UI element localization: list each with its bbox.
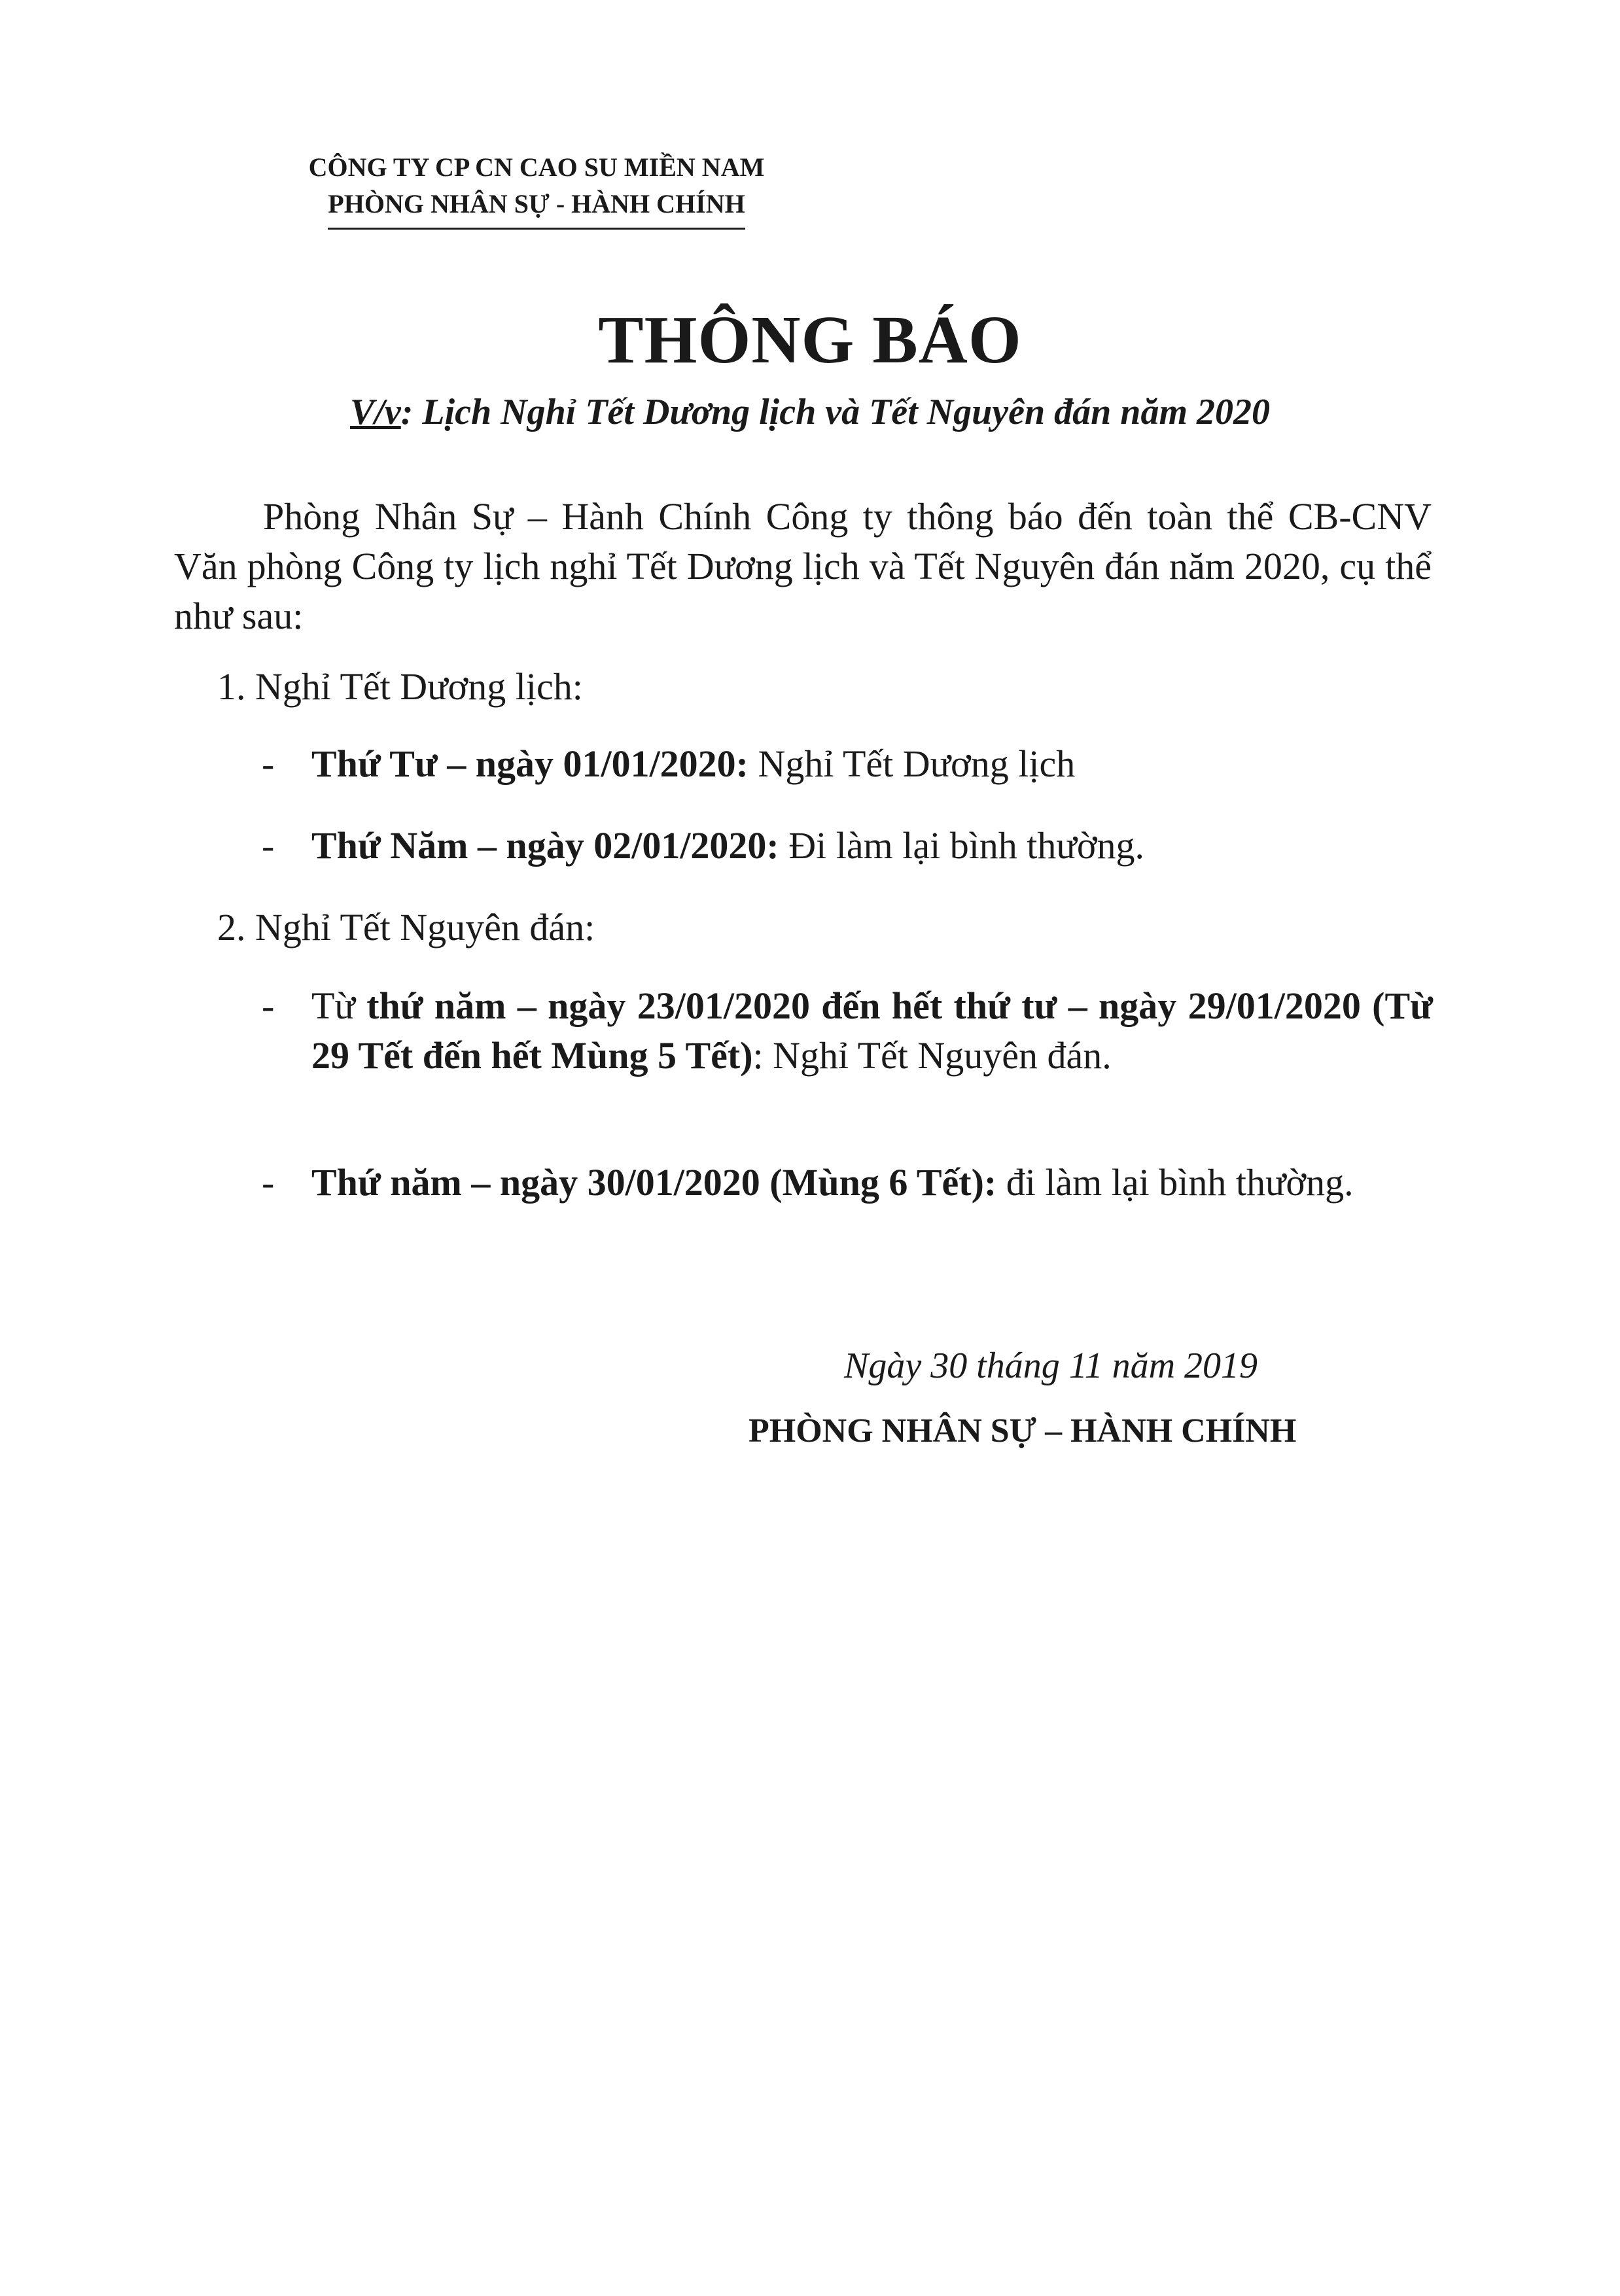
list-item-text (311, 821, 1433, 871)
list-item-normal: : Nghỉ Tết Nguyên đán. (752, 1034, 1112, 1077)
list-item-text (311, 739, 1433, 789)
intro-paragraph: Phòng Nhân Sự – Hành Chính Công ty thông báo đến toàn thể CB-CNV Văn phòng Công ty lịch nghỉ Tết Dương lịch và Tết Nguyên đán năm 2020, cụ thể như sau: (174, 495, 1432, 637)
company-name: CÔNG TY CP CN CAO SU MIỀN NAM (308, 152, 765, 182)
list-dash: - (262, 984, 275, 1027)
signature-department: PHÒNG NHÂN SỰ – HÀNH CHÍNH (748, 1412, 1297, 1450)
list-item-bold: thứ năm – ngày 23/01/2020 đến hết thứ tư – ngày 29/01/2020 (Từ 29 Tết đến hết Mùng 5 Tết) (311, 984, 1433, 1077)
subject-separator: : (400, 392, 414, 432)
list-item-normal: đi làm lại bình thường. (996, 1161, 1354, 1204)
subject-prefix: V/v (349, 392, 401, 432)
list-dash: - (262, 824, 275, 867)
list-item-bold: Thứ Năm – ngày 02/01/2020: (311, 824, 779, 867)
list-item-pre: Từ (311, 984, 367, 1027)
list-dash: - (262, 1161, 275, 1204)
subject-text: Lịch Nghỉ Tết Dương lịch và Tết Nguyên đán năm 2020 (413, 392, 1271, 432)
list-item (262, 821, 1433, 871)
list-item (262, 981, 1433, 1081)
list-item-bold: Thứ năm – ngày 30/01/2020 (Mùng 6 Tết): (311, 1161, 997, 1204)
department-name: PHÒNG NHÂN SỰ - HÀNH CHÍNH (328, 186, 745, 230)
list-item-normal: Đi làm lại bình thường. (779, 824, 1145, 867)
list-item-text (311, 1158, 1433, 1208)
document-title: THÔNG BÁO (598, 302, 1022, 377)
list-item-normal: Nghỉ Tết Dương lịch (748, 742, 1076, 785)
list-item (262, 1158, 1433, 1208)
list-item-text (311, 981, 1433, 1081)
section-heading-1: 1. Nghỉ Tết Dương lịch: (217, 665, 583, 708)
list-item (262, 739, 1433, 789)
list-item-bold: Thứ Tư – ngày 01/01/2020: (311, 742, 748, 785)
signature-date: Ngày 30 tháng 11 năm 2019 (844, 1346, 1258, 1386)
section-heading-2: 2. Nghỉ Tết Nguyên đán: (217, 906, 595, 948)
document-subject (0, 386, 1620, 438)
organization-header (249, 149, 824, 230)
list-dash: - (262, 742, 275, 785)
